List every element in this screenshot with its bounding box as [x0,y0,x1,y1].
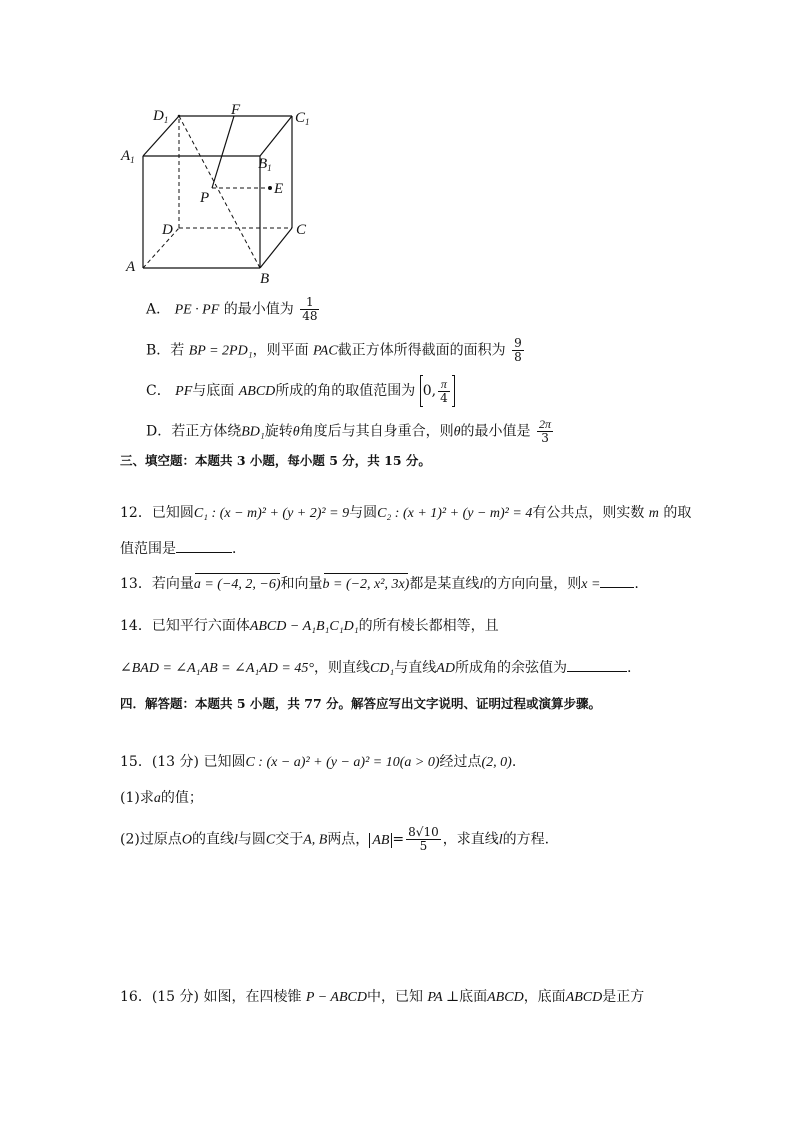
q12-line2-end: ． [232,541,246,557]
q13-end: . [634,576,639,592]
option-c-plane: ABCD [238,384,276,399]
option-c-interval-start: 0, [422,383,437,399]
option-b-prefix: B．若 [146,342,185,359]
q14-mid2: 与直线 [394,660,437,676]
label-a1: $A_1$ [121,148,135,165]
option-c-expr: PF [175,384,193,399]
option-b-frac: $\frac{9}{8}$ [514,336,522,364]
option-d-theta: θ [292,424,300,440]
q15-p2-ab: A, B [303,832,328,848]
q12-m: m [648,506,659,521]
q15-end: . [511,754,517,770]
option-b [146,337,526,364]
question-14-line2 [120,658,631,679]
q15-p2-o: O [181,832,192,848]
q14-cd1: CD₁ [369,661,395,676]
q13-x: x = [581,577,601,592]
option-c-text2: 所成的角的取值范围为 [275,383,416,399]
option-a-text: 的最小值为 [223,301,294,318]
q16-prefix: 16．(15 分) 如图，在四棱锥 [120,989,302,1005]
question-15-part2 [120,826,549,853]
cube-solid-edges [143,116,292,268]
q12-prefix: 12．已知圆 [120,505,194,521]
cube-figure [118,96,328,286]
q15-eq: = [392,831,405,848]
q15-p2-mid4: 两点， [327,831,370,848]
q14-answer-blank[interactable] [567,659,627,672]
q15-p1-tail: 的值； [160,790,203,806]
q14-angles: ∠BAD = ∠A₁AB = ∠A₁AD = 45° [120,661,314,676]
option-d [146,418,555,445]
section-4-heading: 四．解答题：本题共 5 小题，共 77 分。解答应写出文字说明、证明过程或演算步骤。 [120,696,602,711]
q12-tail2: 的取 [663,505,692,521]
q15-p2-c: C [265,832,276,848]
label-p: P [200,190,210,206]
label-b: B [260,271,270,286]
option-b-plane: PAC [313,343,338,359]
q13-mid: 和向量 [280,576,323,592]
option-c-frac: $\frac{\pi}{4}$ [440,376,448,405]
q16-mid2: 底面 [459,989,488,1005]
q15-abs-ab: AB [369,833,392,848]
q13-l: l [479,577,484,592]
question-13 [120,574,639,595]
option-d-prefix: D．若正方体绕 [146,423,242,440]
q13-tail2: 的方向向量，则 [483,576,582,592]
q12-circle-1: C₁ : (x − m)² + (y + 2)² = 9 [193,506,350,521]
point-e-dot [268,186,272,190]
q16-tail: 是正方 [602,989,645,1005]
label-a: A [126,259,136,275]
option-d-frac: $\frac{2\pi}{3}$ [539,417,552,445]
question-12-line1 [120,503,691,524]
point-d1-dot [178,115,181,118]
q15-p1: (1)求 [120,790,154,806]
option-a [146,296,321,323]
q15-p2-mid2: 与圆 [237,831,266,848]
option-b-text: ，则平面 [252,342,309,359]
q14-tail2: 所成角的余弦值为 [454,660,567,676]
q15-p2-mid: 的直线 [191,831,234,848]
q16-base2: ABCD [565,990,603,1005]
label-e: E [274,181,284,197]
q16-mid3: ，底面 [523,989,566,1005]
option-b-cond: BP = 2PD₁ [188,343,253,359]
q15-p2-tail: ，求直线 [442,831,499,848]
q15-p2-l: l [233,832,238,848]
option-b-text2: 截正方体所得截面的面积为 [337,342,506,359]
option-d-text2: 角度后与其自身重合，则 [299,423,454,440]
q14-end: . [626,660,632,676]
q15-frac: $\frac{8√10}{5}$ [408,825,439,853]
q12-tail: 有公共点，则实数 [532,505,645,521]
option-c [146,375,455,407]
option-a-frac: $\frac{1}{48}$ [302,295,318,323]
q16-pa: PA ⊥ [427,990,460,1005]
label-d1: $D_1$ [153,108,169,125]
q14-tail: 的所有棱长都相等，且 [358,618,499,634]
option-c-text: 与底面 [192,383,235,399]
q16-base: ABCD [487,990,524,1005]
q15-prefix: 15．(13 分) 已知圆 [120,754,246,770]
question-14-line1 [120,616,499,637]
q15-point: (2, 0) [481,755,512,770]
question-16 [120,987,644,1008]
option-d-text: 旋转 [264,423,293,440]
q13-vector-a: a = (−4, 2, −6) [194,575,281,595]
q15-circle: C : (x − a)² + (y − a)² = 10(a > 0) [245,755,440,770]
option-d-theta2: θ [453,424,461,440]
q12-line2: 值范围是 [120,541,176,557]
q12-answer-blank[interactable] [176,540,232,553]
question-15-stem [120,752,516,773]
q13-prefix: 13．若向量 [120,576,194,592]
q15-p2: (2)过原点 [120,831,182,848]
label-f: F [231,102,241,118]
q15-p1-a: a [153,791,161,806]
label-d: D [162,222,173,238]
label-b1: $B_1$ [258,156,272,173]
section-3-heading: 三、填空题：本题共 3 小题，每小题 5 分，共 15 分。 [120,453,431,468]
cube-hidden-edges [143,116,292,268]
q13-tail: 都是某直线 [409,576,480,592]
q12-circle-2: C₂ : (x + 1)² + (y − m)² = 4 [377,506,533,521]
option-d-text3: 的最小值是 [460,423,531,440]
q12-mid: 与圆 [349,505,378,521]
q14-solid: ABCD − A₁B₁C₁D₁ [249,619,359,634]
q14-prefix: 14．已知平行六面体 [120,618,250,634]
q14-mid: ，则直线 [313,660,370,676]
q15-tail: 经过点 [439,754,482,770]
q15-p2-mid3: 交于 [275,831,304,848]
option-a-expr: PE · PF [174,302,220,318]
q13-vector-b: b = (−2, x², 3x) [323,575,410,595]
option-a-prefix: A． [146,301,171,318]
q13-answer-blank[interactable] [600,575,634,588]
q16-mid: 中，已知 [366,989,423,1005]
option-c-interval-right [452,375,455,407]
label-c1: $C_1$ [295,110,310,127]
q16-solid: P − ABCD [305,990,367,1005]
q15-p2-l2: l [498,832,503,848]
question-15-part1 [120,788,203,809]
label-c: C [296,222,307,238]
q14-ad: AD [436,661,455,676]
option-c-prefix: C． [146,383,171,399]
q15-p2-tail2: 的方程. [502,831,550,848]
option-d-axis: BD₁ [241,424,265,440]
question-12-line2 [120,539,246,559]
